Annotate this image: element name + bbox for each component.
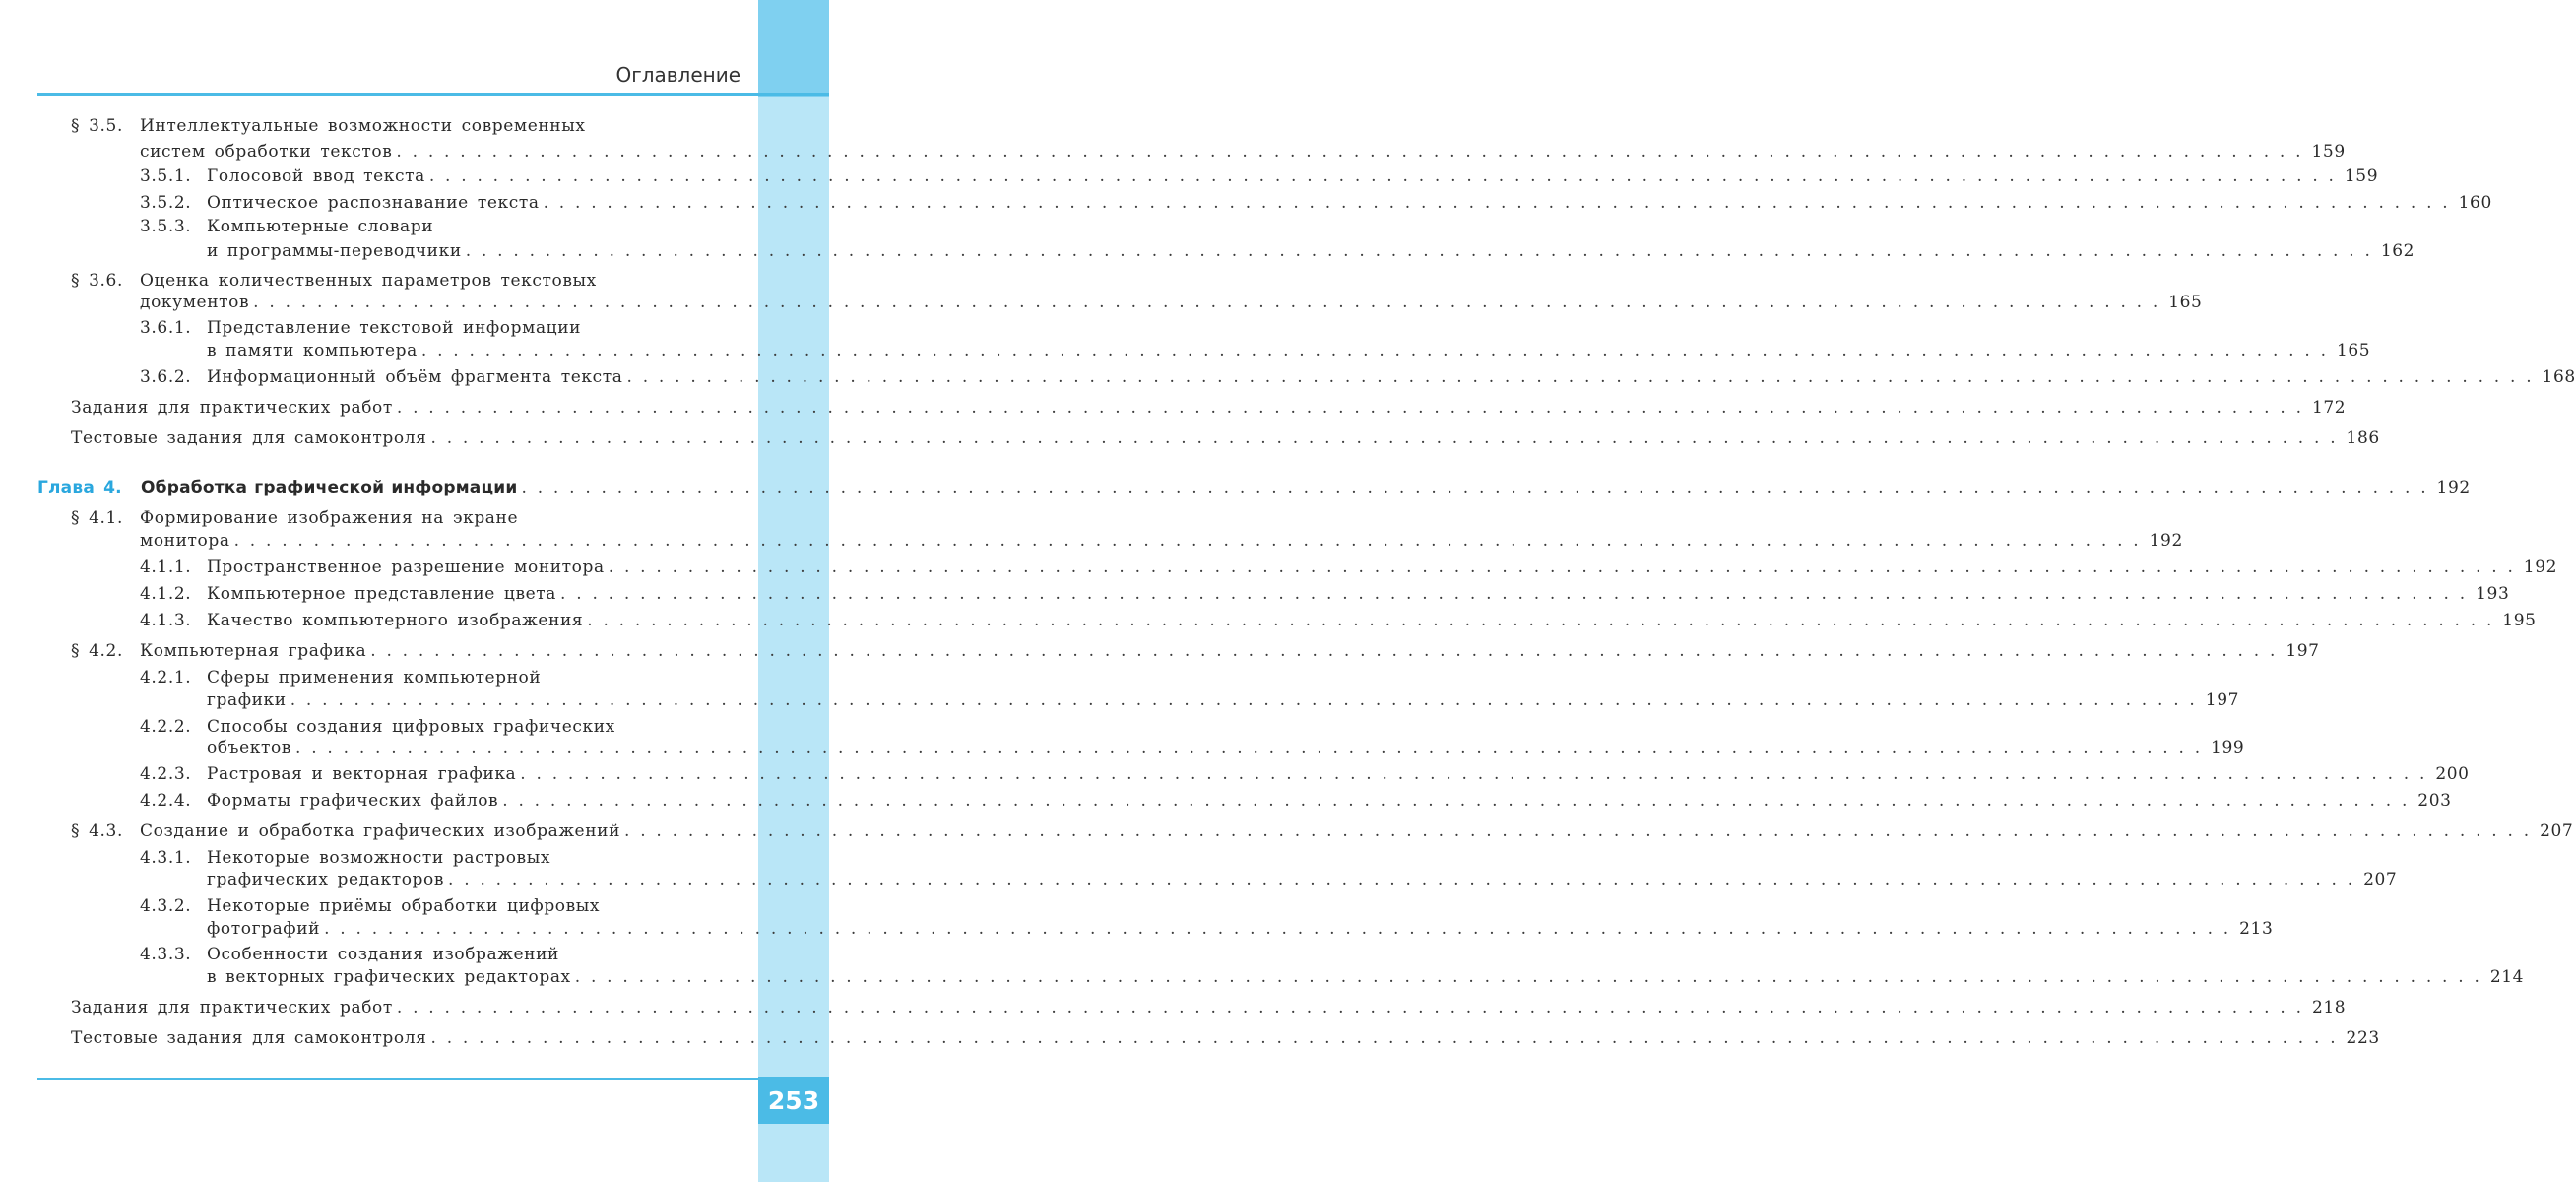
page-ref: 192	[2149, 531, 2183, 551]
toc-entry-line	[140, 317, 581, 339]
toc-entry-line	[71, 1027, 2380, 1049]
page-ref: 218	[2311, 998, 2347, 1018]
leader-dots: . . . . . . . . . . . . . . . . . . . . . . . . . . . . . . . . . . . . . . . . . . . . . . . . . . . . . . . . . . . . . . . . . . . . . . . . . . . . . . . . . . . . . . . . . . . . . . . . . . . . . . . . . . . . . . . . . . . . . . . .	[294, 738, 2202, 757]
section-number: § 3.5.	[71, 116, 123, 136]
page-number: 253	[758, 1077, 829, 1124]
subsection-number: 3.5.3.	[140, 217, 192, 236]
page-ref: 203	[2417, 791, 2452, 811]
toc-entry-line	[71, 507, 518, 529]
page-ref: 207	[2363, 870, 2398, 889]
footer-rule	[37, 1078, 758, 1080]
toc-entry-line	[71, 115, 586, 137]
entry-title: графических редакторов	[207, 870, 445, 889]
leader-dots: . . . . . . . . . . . . . . . . . . . . . . . . . . . . . . . . . . . . . . . . . . . . . . . . . . . . . . . . . . . . . . . . . . . . . . . . . . . . . . . . . . . . . . . . . . . . . . . . . . . . . . . . . . . . . . . . . . . . . . . .	[324, 919, 2230, 939]
subsection-number: 4.3.2.	[140, 896, 192, 916]
toc-entry-line	[207, 340, 2371, 361]
entry-title: фотографий	[207, 919, 321, 939]
entry-title: Голосовой ввод текста	[207, 166, 425, 186]
leader-dots: . . . . . . . . . . . . . . . . . . . . . . . . . . . . . . . . . . . . . . . . . . . . . . . . . . . . . . . . . . . . . . . . . . . . . . . . . . . . . . . . . . . . . . . . . . . . . . . . . . . . . . . . . . . . . . . . . . . . . . . .	[587, 611, 2493, 630]
toc-entry-line	[140, 557, 2558, 578]
entry-title: Компьютерное представление цвета	[207, 584, 557, 604]
entry-title: Особенности создания изображений	[207, 945, 559, 964]
page-ref: 223	[2346, 1028, 2380, 1048]
running-header-title: Оглавление	[615, 63, 741, 87]
toc-entry-line	[207, 737, 2245, 758]
leader-dots: . . . . . . . . . . . . . . . . . . . . . . . . . . . . . . . . . . . . . . . . . . . . . . . . . . . . . . . . . . . . . . . . . . . . . . . . . . . . . . . . . . . . . . . . . . . . . . . . . . . . . . . . . . . . . . . . . . . . . . . .	[465, 241, 2372, 261]
page-ref: 192	[2523, 558, 2558, 577]
page-ref: 214	[2489, 967, 2525, 987]
page-ref: 186	[2346, 428, 2380, 448]
entry-title: Информационный объём фрагмента текста	[207, 367, 623, 387]
toc-entry-line	[140, 716, 615, 738]
toc-entry-line	[71, 821, 2574, 842]
section-number: § 4.3.	[71, 821, 123, 841]
leader-dots: . . . . . . . . . . . . . . . . . . . . . . . . . . . . . . . . . . . . . . . . . . . . . . . . . . . . . . . . . . . . . . . . . . . . . . . . . . . . . . . . . . . . . . . . . . . . . . . . . . . . . . . . . . . . . . . . . . . . . . . .	[253, 293, 2159, 312]
subsection-number: 4.2.3.	[140, 764, 192, 784]
entry-title: и программы-переводчики	[207, 241, 462, 261]
entry-title: Некоторые возможности растровых	[207, 848, 551, 868]
subsection-number: 3.5.2.	[140, 193, 192, 213]
leader-dots: . . . . . . . . . . . . . . . . . . . . . . . . . . . . . . . . . . . . . . . . . . . . . . . . . . . . . . . . . . . . . . . . . . . . . . . . . . . . . . . . . . . . . . . . . . . . . . . . . . . . . . . . . . . . . . . . . . . . . . . .	[520, 764, 2426, 784]
leader-dots: . . . . . . . . . . . . . . . . . . . . . . . . . . . . . . . . . . . . . . . . . . . . . . . . . . . . . . . . . . . . . . . . . . . . . . . . . . . . . . . . . . . . . . . . . . . . . . . . . . . . . . . . . . . . . . . . . . . . . . . .	[543, 193, 2449, 213]
toc-entry-line	[207, 869, 2398, 890]
entry-title: объектов	[207, 738, 291, 757]
leader-dots: . . . . . . . . . . . . . . . . . . . . . . . . . . . . . . . . . . . . . . . . . . . . . . . . . . . . . . . . . . . . . . . . . . . . . . . . . . . . . . . . . . . . . . . . . . . . . . . . . . . . . . . . . . . . . . . . . . . . . . . .	[396, 398, 2303, 418]
section-number: § 4.1.	[71, 508, 123, 528]
leader-dots: . . . . . . . . . . . . . . . . . . . . . . . . . . . . . . . . . . . . . . . . . . . . . . . . . . . . . . . . . . . . . . . . . . . . . . . . . . . . . . . . . . . . . . . . . . . . . . . . . . . . . . . . . . . . . . . . . . . . . . . .	[290, 690, 2197, 710]
subsection-number: 4.3.1.	[140, 848, 192, 868]
toc-entry-line	[140, 292, 2203, 313]
page-ref: 207	[2540, 821, 2574, 841]
entry-title: Качество компьютерного изображения	[207, 611, 584, 630]
toc-entry-line	[207, 690, 2240, 711]
toc-chapter-line	[37, 477, 2471, 498]
toc-entry-line	[140, 895, 600, 917]
toc-entry-line	[140, 847, 550, 869]
entry-title: Некоторые приёмы обработки цифровых	[207, 896, 601, 916]
leader-dots: . . . . . . . . . . . . . . . . . . . . . . . . . . . . . . . . . . . . . . . . . . . . . . . . . . . . . . . . . . . . . . . . . . . . . . . . . . . . . . . . . . . . . . . . . . . . . . . . . . . . . . . . . . . . . . . . . . . . . . . .	[626, 367, 2533, 387]
toc-entry-line	[207, 240, 2415, 262]
leader-dots: . . . . . . . . . . . . . . . . . . . . . . . . . . . . . . . . . . . . . . . . . . . . . . . . . . . . . . . . . . . . . . . . . . . . . . . . . . . . . . . . . . . . . . . . . . . . . . . . . . . . . . . . . . . . . . . . . . . . . . . .	[428, 166, 2336, 186]
toc-entry-line	[140, 165, 2379, 187]
subsection-number: 4.2.4.	[140, 791, 192, 811]
page-ref: 165	[2168, 293, 2203, 312]
entry-title: Задания для практических работ	[71, 998, 393, 1018]
subsection-number: 3.5.1.	[140, 166, 192, 186]
toc-entry-line	[140, 944, 559, 965]
entry-title: Тестовые задания для самоконтроля	[71, 1028, 427, 1048]
leader-dots: . . . . . . . . . . . . . . . . . . . . . . . . . . . . . . . . . . . . . . . . . . . . . . . . . . . . . . . . . . . . . . . . . . . . . . . . . . . . . . . . . . . . . . . . . . . . . . . . . . . . . . . . . . . . . . . . . . . . . . . .	[624, 821, 2531, 841]
entry-title: Сферы применения компьютерной	[207, 668, 542, 688]
entry-title: Форматы графических файлов	[207, 791, 499, 811]
entry-title: Оптическое распознавание текста	[207, 193, 540, 213]
entry-title: в памяти компьютера	[207, 341, 418, 361]
entry-title: монитора	[140, 531, 230, 551]
toc-entry-line	[140, 790, 2452, 812]
leader-dots: . . . . . . . . . . . . . . . . . . . . . . . . . . . . . . . . . . . . . . . . . . . . . . . . . . . . . . . . . . . . . . . . . . . . . . . . . . . . . . . . . . . . . . . . . . . . . . . . . . . . . . . . . . . . . . . . . . . . . . . .	[420, 341, 2328, 361]
entry-title: в векторных графических редакторах	[207, 967, 571, 987]
toc-entry-line	[71, 427, 2380, 449]
page-ref: 200	[2435, 764, 2470, 784]
leader-dots: . . . . . . . . . . . . . . . . . . . . . . . . . . . . . . . . . . . . . . . . . . . . . . . . . . . . . . . . . . . . . . . . . . . . . . . . . . . . . . . . . . . . . . . . . . . . . . . . . . . . . . . . . . . . . . . . . . . . . . . .	[448, 870, 2354, 889]
page-ref: 197	[2205, 690, 2240, 710]
page-ref: 168	[2542, 367, 2576, 387]
entry-title: Представление текстовой информации	[207, 318, 582, 338]
entry-title: Пространственное разрешение монитора	[207, 558, 605, 577]
leader-dots: . . . . . . . . . . . . . . . . . . . . . . . . . . . . . . . . . . . . . . . . . . . . . . . . . . . . . . . . . . . . . . . . . . . . . . . . . . . . . . . . . . . . . . . . . . . . . . . . . . . . . . . . . . . . . . . . . . . . . . . .	[502, 791, 2409, 811]
entry-title: Компьютерная графика	[140, 641, 367, 661]
toc-entry-line	[140, 216, 433, 237]
entry-title: Компьютерные словари	[207, 217, 434, 236]
leader-dots: . . . . . . . . . . . . . . . . . . . . . . . . . . . . . . . . . . . . . . . . . . . . . . . . . . . . . . . . . . . . . . . . . . . . . . . . . . . . . . . . . . . . . . . . . . . . . . . . . . . . . . . . . . . . . . . . . . . . . . . .	[396, 142, 2302, 162]
entry-title: Тестовые задания для самоконтроля	[71, 428, 427, 448]
page-ref: 193	[2476, 584, 2510, 604]
page-ref: 160	[2458, 193, 2492, 213]
toc-entry-line	[71, 397, 2347, 419]
leader-dots: . . . . . . . . . . . . . . . . . . . . . . . . . . . . . . . . . . . . . . . . . . . . . . . . . . . . . . . . . . . . . . . . . . . . . . . . . . . . . . . . . . . . . . . . . . . . . . . . . . . . . . . . . . . . . . . . . . . . . . . .	[396, 998, 2303, 1018]
subsection-number: 4.1.1.	[140, 558, 192, 577]
toc-entry-line	[207, 918, 2274, 940]
page-ref: 172	[2311, 398, 2347, 418]
page-ref: 159	[2344, 166, 2379, 186]
page-ref: 213	[2239, 919, 2274, 939]
page-ref: 162	[2380, 241, 2415, 261]
entry-title: Задания для практических работ	[71, 398, 393, 418]
toc-entry-line	[140, 667, 541, 689]
entry-title: Создание и обработка графических изображений	[140, 821, 621, 841]
section-number: § 3.6.	[71, 271, 123, 291]
subsection-number: 4.2.2.	[140, 717, 192, 737]
toc-entry-line	[207, 966, 2525, 988]
section-number: § 4.2.	[71, 641, 123, 661]
toc-entry-line	[140, 141, 2346, 163]
leader-dots: . . . . . . . . . . . . . . . . . . . . . . . . . . . . . . . . . . . . . . . . . . . . . . . . . . . . . . . . . . . . . . . . . . . . . . . . . . . . . . . . . . . . . . . . . . . . . . . . . . . . . . . . . . . . . . . . . . . . . . . .	[521, 478, 2427, 497]
leader-dots: . . . . . . . . . . . . . . . . . . . . . . . . . . . . . . . . . . . . . . . . . . . . . . . . . . . . . . . . . . . . . . . . . . . . . . . . . . . . . . . . . . . . . . . . . . . . . . . . . . . . . . . . . . . . . . . . . . . . . . . .	[370, 641, 2277, 661]
subsection-number: 3.6.2.	[140, 367, 192, 387]
toc-entry-line	[71, 997, 2347, 1018]
toc-entry-line	[140, 530, 2183, 552]
subsection-number: 4.3.3.	[140, 945, 192, 964]
entry-title: Способы создания цифровых графических	[207, 717, 615, 737]
page-ref: 197	[2286, 641, 2320, 661]
toc-entry-line	[140, 763, 2470, 785]
entry-title: систем обработки текстов	[140, 142, 393, 162]
toc-entry-line	[71, 270, 597, 292]
subsection-number: 4.2.1.	[140, 668, 192, 688]
page-ref: 159	[2311, 142, 2346, 162]
toc-entry-line	[140, 192, 2492, 214]
leader-dots: . . . . . . . . . . . . . . . . . . . . . . . . . . . . . . . . . . . . . . . . . . . . . . . . . . . . . . . . . . . . . . . . . . . . . . . . . . . . . . . . . . . . . . . . . . . . . . . . . . . . . . . . . . . . . . . . . . . . . . . .	[574, 967, 2481, 987]
chapter-title: Обработка графической информации	[141, 478, 518, 497]
page-ref: 199	[2211, 738, 2245, 757]
page-ref: 195	[2502, 611, 2537, 630]
page-ref: 192	[2436, 478, 2471, 497]
toc-entry-line	[140, 610, 2537, 631]
entry-title: Растровая и векторная графика	[207, 764, 517, 784]
page-ref: 165	[2336, 341, 2371, 361]
entry-title: Формирование изображения на экране	[140, 508, 519, 528]
entry-title: графики	[207, 690, 287, 710]
toc-entry-line	[140, 366, 2576, 388]
subsection-number: 3.6.1.	[140, 318, 192, 338]
subsection-number: 4.1.3.	[140, 611, 192, 630]
leader-dots: . . . . . . . . . . . . . . . . . . . . . . . . . . . . . . . . . . . . . . . . . . . . . . . . . . . . . . . . . . . . . . . . . . . . . . . . . . . . . . . . . . . . . . . . . . . . . . . . . . . . . . . . . . . . . . . . . . . . . . . .	[608, 558, 2515, 577]
entry-title: Интеллектуальные возможности современных	[140, 116, 586, 136]
toc-entry-line	[140, 583, 2510, 605]
subsection-number: 4.1.2.	[140, 584, 192, 604]
leader-dots: . . . . . . . . . . . . . . . . . . . . . . . . . . . . . . . . . . . . . . . . . . . . . . . . . . . . . . . . . . . . . . . . . . . . . . . . . . . . . . . . . . . . . . . . . . . . . . . . . . . . . . . . . . . . . . . . . . . . . . . .	[430, 1028, 2337, 1048]
chapter-label: Глава 4.	[37, 478, 122, 497]
toc-entry-line	[71, 640, 2320, 662]
entry-title: Оценка количественных параметров текстовых	[140, 271, 597, 291]
leader-dots: . . . . . . . . . . . . . . . . . . . . . . . . . . . . . . . . . . . . . . . . . . . . . . . . . . . . . . . . . . . . . . . . . . . . . . . . . . . . . . . . . . . . . . . . . . . . . . . . . . . . . . . . . . . . . . . . . . . . . . . .	[430, 428, 2337, 448]
leader-dots: . . . . . . . . . . . . . . . . . . . . . . . . . . . . . . . . . . . . . . . . . . . . . . . . . . . . . . . . . . . . . . . . . . . . . . . . . . . . . . . . . . . . . . . . . . . . . . . . . . . . . . . . . . . . . . . . . . . . . . . .	[233, 531, 2140, 551]
entry-title: документов	[140, 293, 250, 312]
leader-dots: . . . . . . . . . . . . . . . . . . . . . . . . . . . . . . . . . . . . . . . . . . . . . . . . . . . . . . . . . . . . . . . . . . . . . . . . . . . . . . . . . . . . . . . . . . . . . . . . . . . . . . . . . . . . . . . . . . . . . . . .	[560, 584, 2467, 604]
